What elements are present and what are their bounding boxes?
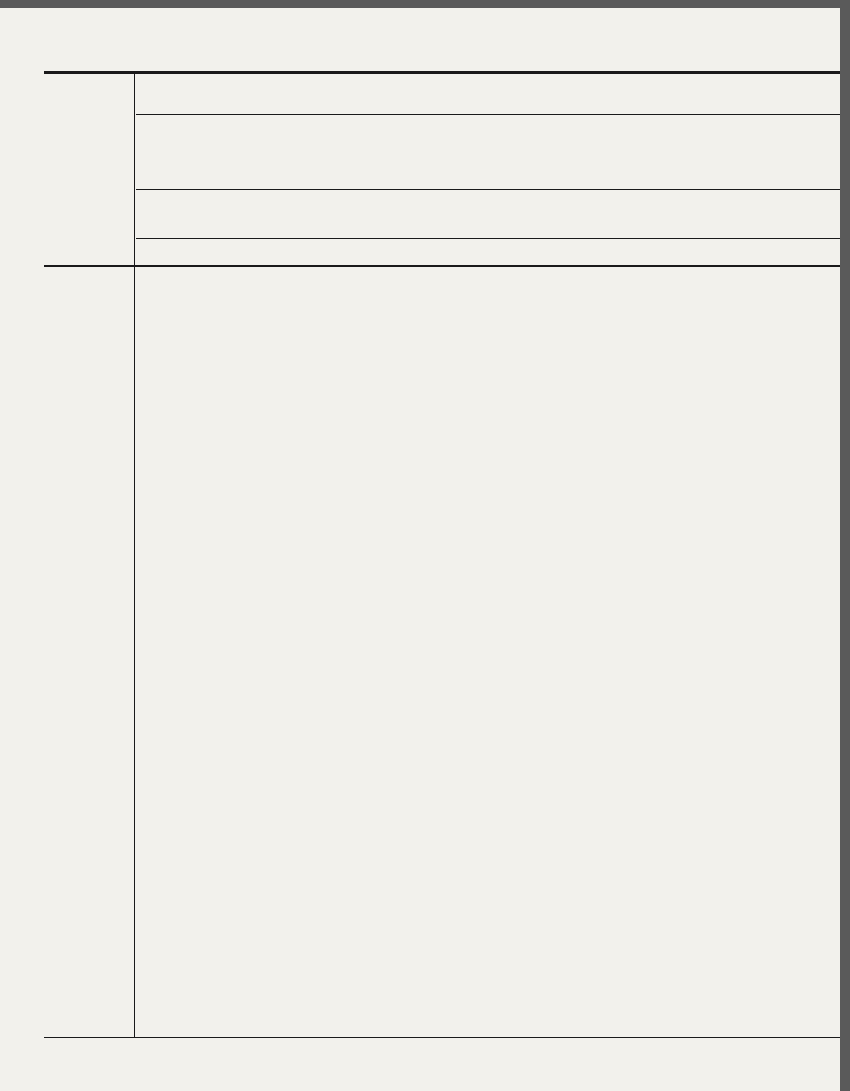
footnote <box>134 1044 200 1060</box>
note-rule <box>44 1037 840 1038</box>
header-vertical-rule <box>134 74 135 1038</box>
main-header-underline <box>136 114 840 115</box>
page <box>0 8 840 1091</box>
column-numbers-underline <box>44 265 840 267</box>
sub-header-underline <box>136 189 840 190</box>
top-rule <box>44 71 840 74</box>
column-names-underline <box>136 238 840 239</box>
